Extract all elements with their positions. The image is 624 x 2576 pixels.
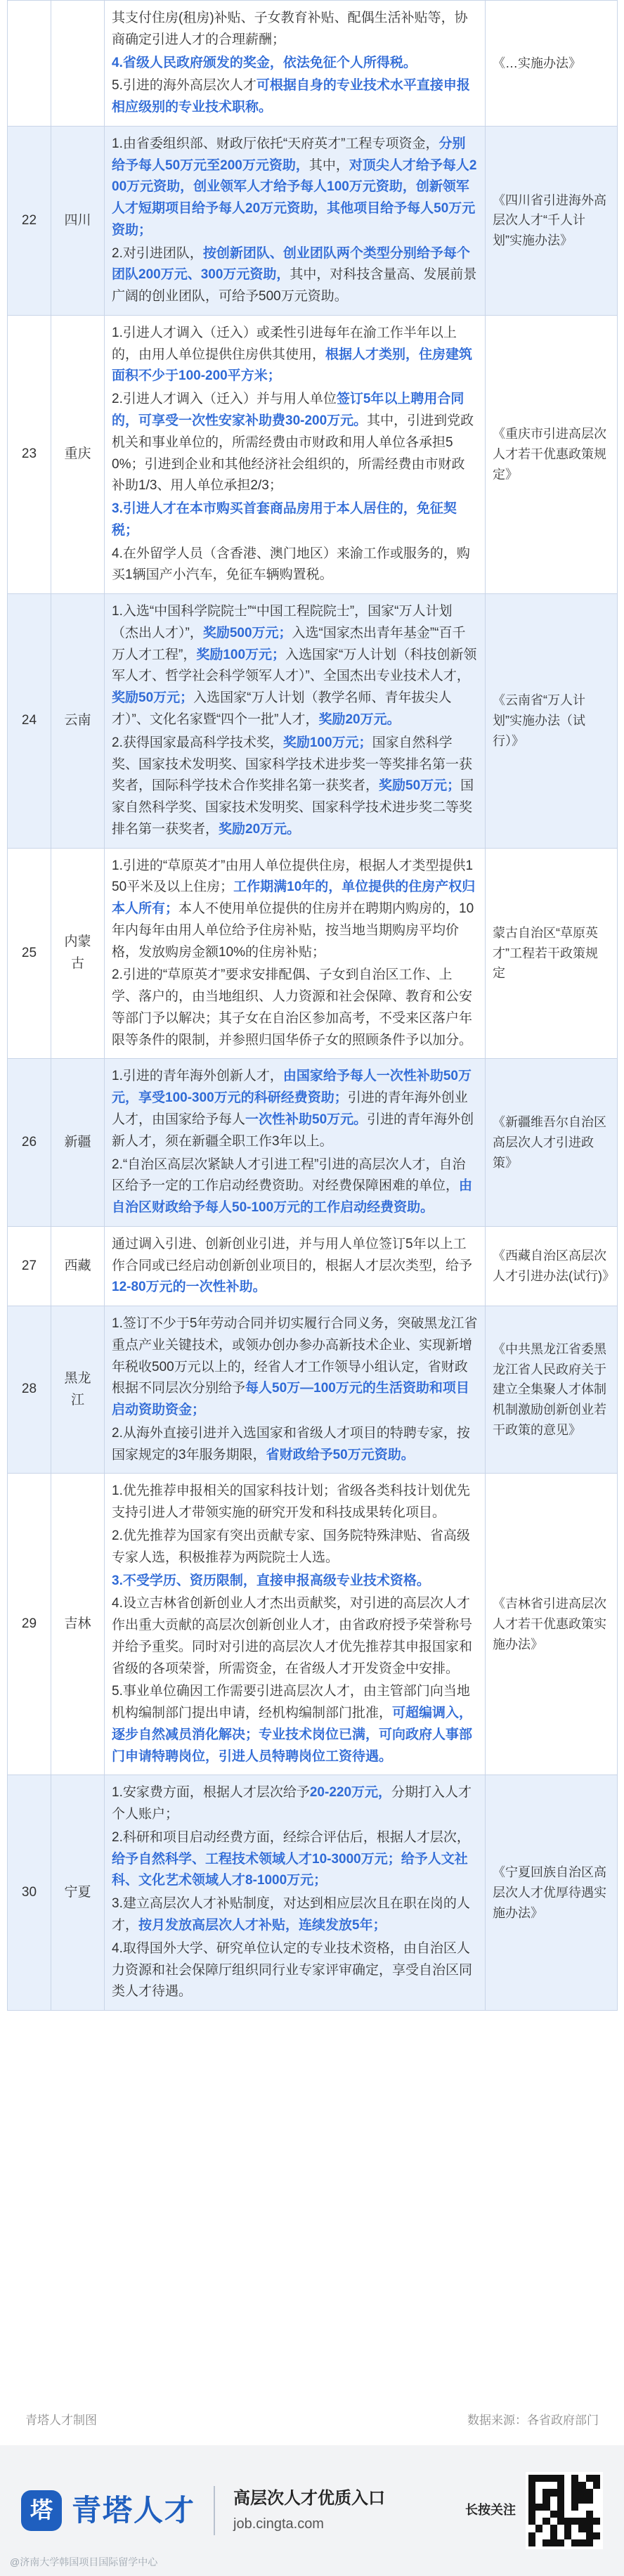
qr-module xyxy=(542,2532,550,2539)
qr-module xyxy=(593,2482,600,2489)
province-name: 内蒙古 xyxy=(51,848,105,1059)
table-row xyxy=(8,594,618,848)
qr-module xyxy=(557,2489,564,2496)
brand-url[interactable]: job.cingta.com xyxy=(233,2516,324,2532)
qr-module xyxy=(528,2511,535,2518)
qr-module xyxy=(578,2532,585,2539)
policy-paragraph xyxy=(112,1313,478,1422)
qr-module xyxy=(542,2504,550,2511)
qr-module xyxy=(535,2525,542,2532)
qr-module xyxy=(542,2539,550,2546)
qr-module xyxy=(528,2482,535,2489)
qr-module xyxy=(528,2497,535,2504)
policy-text: 1.引进的青年海外创新人才， xyxy=(112,1069,283,1084)
qr-module xyxy=(528,2532,535,2539)
policy-text: 2.引进的“草原英才”要求安排配偶、子女到自治区工作、上学、落户的，由当地组织、人力资源和社会保障、教育和公安等部门予以解决；其子女在自治区参加高考，不受来区落户年限等条件的限制，并参照归国华侨子女的照顾条件予以加分。 xyxy=(112,967,473,1048)
policy-document-name: 《…实施办法》 xyxy=(486,1,618,127)
policy-paragraph xyxy=(112,1827,478,1892)
row-number: 22 xyxy=(8,126,51,315)
qr-module xyxy=(557,2475,564,2482)
policy-text: 4.在外留学人员（含香港、澳门地区）来渝工作或服务的，购买1辆国产小汽车，免征车辆购置税。 xyxy=(112,546,470,583)
policy-paragraph xyxy=(112,243,478,308)
policy-text: 3.建立高层次人才补贴制度，对达到相应层次且在职在岗的人才， xyxy=(112,1896,470,1933)
qr-module xyxy=(578,2497,585,2504)
policy-paragraph xyxy=(112,1481,478,1524)
qr-module xyxy=(564,2511,571,2518)
highlighted-text: 奖励500万元； xyxy=(202,625,292,640)
data-source-label: 数据来源：各省政府部门 xyxy=(467,2414,599,2428)
policy-text: 其中，引进到党政机关和事业单位的，所需经费由市财政和用人单位各承担50%；引进到企业和其他经济社会组织的，所需经费由市财政补助1/3、用人单位承担2/3； xyxy=(112,413,474,494)
policy-paragraph xyxy=(112,543,478,587)
table-row xyxy=(8,1775,618,2011)
qr-module xyxy=(564,2497,571,2504)
qr-module xyxy=(578,2518,585,2525)
qr-module xyxy=(557,2497,564,2504)
policy-table-body xyxy=(8,1,618,2011)
row-number: 30 xyxy=(8,1775,51,2011)
qr-module xyxy=(571,2518,578,2525)
highlighted-text: 12-80万元的一次性补助。 xyxy=(112,1280,266,1295)
highlighted-text: 分别给予每人50万元至200万元资助， xyxy=(112,136,466,173)
chart-maker-label: 青塔人才制图 xyxy=(25,2414,97,2428)
qr-module xyxy=(557,2539,564,2546)
qr-module xyxy=(564,2504,571,2511)
policy-paragraph xyxy=(112,1893,478,1937)
policy-content xyxy=(105,1226,486,1306)
policy-content xyxy=(105,848,486,1059)
policy-text: 1.由省委组织部、财政厅依托“天府英才”工程专项资金， xyxy=(112,136,439,151)
policy-text: 1.签订不少于5年劳动合同并切实履行合同义务，突破黑龙江省重点产业关键技术，或领办创办参办高新技术企业、实现新增年税收500万元以上的，经省人才工作领导小组认定，省财政根据不同层次分别给予 xyxy=(112,1316,478,1396)
policy-paragraph xyxy=(112,965,478,1051)
qr-module xyxy=(593,2532,600,2539)
policy-text: 入选国家“万人计划（教学名师、青年拔尖人才）”、文化名家暨“四个一批”人才， xyxy=(112,690,452,727)
qr-module xyxy=(542,2475,550,2482)
row-number: 26 xyxy=(8,1059,51,1226)
qr-module xyxy=(578,2489,585,2496)
policy-paragraph xyxy=(112,75,478,119)
brand-tagline-block xyxy=(233,2485,385,2535)
qr-module xyxy=(593,2539,600,2546)
qr-module xyxy=(535,2497,542,2504)
qr-module xyxy=(535,2489,542,2496)
qr-module xyxy=(564,2532,571,2539)
qr-module xyxy=(535,2504,542,2511)
qr-module xyxy=(593,2489,600,2496)
policy-content xyxy=(105,1474,486,1775)
policy-text: 其中， xyxy=(308,157,349,173)
highlighted-text: 每人50万—100万元的生活资助和项目启动资助资金； xyxy=(112,1381,469,1418)
row-number: 28 xyxy=(8,1306,51,1474)
policy-text: 1.引进的“草原英才”由用人单位提供住房，根据人才类型提供150平米及以上住房； xyxy=(112,858,474,895)
brand-name: 青塔人才 xyxy=(72,2493,196,2527)
policy-content xyxy=(105,315,486,593)
highlighted-text: 工作期满10年的，单位提供的住房产权归本人所有； xyxy=(112,880,476,917)
qr-module xyxy=(557,2504,564,2511)
policy-text: 4.取得国外大学、研究单位认定的专业技术资格，由自治区人力资源和社会保障厅组织同行业专家评审确定，享受自治区同类人才待遇。 xyxy=(112,1940,473,1999)
highlighted-text: 可根据自身的专业技术水平直接申报相应级别的专业技术职称。 xyxy=(112,78,470,115)
policy-paragraph xyxy=(112,1066,478,1152)
qr-module xyxy=(571,2525,578,2532)
policy-paragraph xyxy=(112,733,478,841)
policy-content xyxy=(105,126,486,315)
qr-module xyxy=(571,2497,578,2504)
qr-module xyxy=(535,2511,542,2518)
qr-module xyxy=(557,2518,564,2525)
qr-module xyxy=(586,2497,593,2504)
policy-text: 2.科研和项目启动经费方面，经综合评估后，根据人才层次， xyxy=(112,1829,470,1845)
policy-content xyxy=(105,1,486,127)
policy-text: 1.优先推荐申报相关的国家科技计划；省级各类科技计划优先支持引进人才带领实施的研究开发和科技成果转化项目。 xyxy=(112,1483,470,1521)
policy-content xyxy=(105,1775,486,2011)
policy-text: 2.对引进团队， xyxy=(112,245,203,261)
highlighted-text: 对顶尖人才给予每人200万元资助，创业领军人才给予每人100万元资助，创新领军人才短期项目给予每人20万元资助，其他项目给予每人50万元资助； xyxy=(112,157,477,238)
policy-paragraph xyxy=(112,1234,478,1299)
qr-module xyxy=(571,2532,578,2539)
policy-text: 分期打入人才个人账户； xyxy=(112,1785,472,1822)
policy-text: 入选国家“万人计划（科技创新领军人才、哲学社会科学领军人才）”、全国杰出专业技术人才， xyxy=(112,647,477,684)
qr-module xyxy=(535,2482,542,2489)
policy-text: 5.引进的海外高层次人才 xyxy=(112,78,256,94)
policy-text: 2.引进人才调入（迁入）并与用人单位 xyxy=(112,392,337,407)
policy-text: 2.获得国家最高科学技术奖， xyxy=(112,735,283,750)
policy-paragraph xyxy=(112,323,478,387)
row-number xyxy=(8,1,51,127)
policy-paragraph xyxy=(112,1423,478,1467)
qr-module xyxy=(557,2525,564,2532)
policy-text: 2.“自治区高层次紧缺人才引进工程”引进的高层次人才，自治区给予一定的工作启动经费资助。对经费保障困难的单位， xyxy=(112,1157,466,1194)
qr-module xyxy=(593,2511,600,2518)
qr-module xyxy=(535,2539,542,2546)
policy-text: 1.安家费方面，根据人才层次给予 xyxy=(112,1785,310,1801)
qr-module xyxy=(535,2518,542,2525)
qr-module xyxy=(571,2482,578,2489)
policy-text: 国家自然科学奖、国家技术发明奖、国家科学技术进步奖二等奖排名第一获奖者， xyxy=(112,778,474,837)
qr-module xyxy=(528,2518,535,2525)
qr-module xyxy=(571,2511,578,2518)
province-name: 四川 xyxy=(51,126,105,315)
qr-module xyxy=(550,2532,557,2539)
highlighted-text: 按月发放高层次人才补贴，连续发放5年； xyxy=(138,1918,386,1933)
qr-module xyxy=(557,2482,564,2489)
policy-paragraph xyxy=(112,1571,478,1592)
brand-divider xyxy=(214,2486,215,2535)
qr-module xyxy=(564,2489,571,2496)
province-name: 吉林 xyxy=(51,1474,105,1775)
qr-module xyxy=(586,2525,593,2532)
policy-paragraph xyxy=(112,1782,478,1826)
qr-module xyxy=(550,2497,557,2504)
brand-tagline: 高层次人才优质入口 xyxy=(233,2489,386,2509)
qr-module xyxy=(586,2489,593,2496)
qr-module xyxy=(550,2525,557,2532)
table-row xyxy=(8,1474,618,1775)
watermark-text: @济南大学韩国项目国际留学中心 xyxy=(10,2556,158,2568)
qr-module xyxy=(578,2525,585,2532)
qr-module xyxy=(571,2489,578,2496)
highlighted-text: 4.省级人民政府颁发的奖金，依法免征个人所得税。 xyxy=(112,55,417,70)
province-name: 新疆 xyxy=(51,1059,105,1226)
qr-module xyxy=(586,2504,593,2511)
qr-module xyxy=(564,2475,571,2482)
policy-text: 引进的青年海外创业人才，由国家给予每人 xyxy=(112,1090,468,1127)
province-name: 黑龙江 xyxy=(51,1306,105,1474)
policy-text: 其支付住房(租房)补贴、子女教育补贴、配偶生活补贴等，协商确定引进人才的合理薪酬； xyxy=(112,11,468,47)
highlighted-text: 20-220万元， xyxy=(309,1785,392,1801)
qr-module xyxy=(542,2511,550,2518)
qr-module xyxy=(586,2539,593,2546)
qr-module xyxy=(586,2518,593,2525)
qr-module xyxy=(542,2497,550,2504)
qr-module xyxy=(528,2504,535,2511)
policy-text: 其中，对科技含量高、发展前景广阔的创业团队，可给予500万元资助。 xyxy=(112,267,477,304)
policy-text: 4.设立吉林省创新创业人才杰出贡献奖，对引进的高层次人才作出重大贡献的高层次创新创业人才，由省政府授予荣誉称号并给予重奖。同时对引进的高层次人才优先推荐其申报国家和省级的各项荣誉，所需资金，在省级人才开发资金中安排。 xyxy=(112,1596,473,1676)
policy-document-name: 《中共黑龙江省委黑龙江省人民政府关于建立全集聚人才体制机制激励创新创业若干政策的意见》 xyxy=(486,1306,618,1474)
qr-code-icon[interactable] xyxy=(526,2472,603,2549)
qr-module xyxy=(593,2475,600,2482)
row-number: 23 xyxy=(8,315,51,593)
highlighted-text: 按创新团队、创业团队两个类型分别给予每个团队200万元、300万元资助， xyxy=(112,245,470,283)
qr-module xyxy=(542,2518,550,2525)
policy-paragraph xyxy=(112,8,478,51)
province-name xyxy=(51,1,105,127)
policy-paragraph xyxy=(112,1681,478,1767)
table-row xyxy=(8,848,618,1059)
table-row xyxy=(8,1226,618,1306)
highlighted-text: 根据人才类别，住房建筑面积不少于100-200平方米； xyxy=(112,347,473,384)
highlighted-text: 奖励100万元； xyxy=(282,735,372,750)
table-row xyxy=(8,1059,618,1226)
highlighted-text: 奖励50万元； xyxy=(112,690,194,706)
qr-module xyxy=(557,2511,564,2518)
qr-module xyxy=(557,2532,564,2539)
qr-module xyxy=(593,2497,600,2504)
policy-paragraph xyxy=(112,1154,478,1219)
policy-table xyxy=(7,0,618,2011)
qr-module xyxy=(542,2482,550,2489)
qr-module xyxy=(550,2518,557,2525)
qr-module xyxy=(564,2482,571,2489)
follow-prompt: 长按关注 xyxy=(465,2503,516,2518)
qr-module xyxy=(528,2525,535,2532)
qr-module xyxy=(564,2518,571,2525)
table-row xyxy=(8,1,618,127)
qr-module xyxy=(571,2539,578,2546)
qr-module xyxy=(593,2504,600,2511)
policy-paragraph xyxy=(112,389,478,497)
policy-text: 通过调入引进、创新创业引进，并与用人单位签订5年以上工作合同或已经启动创新创业项目的，根据人才层次类型，给予 xyxy=(112,1236,473,1273)
row-number: 24 xyxy=(8,594,51,848)
highlighted-text: 奖励50万元； xyxy=(379,778,461,794)
qr-module xyxy=(528,2489,535,2496)
qr-module xyxy=(578,2511,585,2518)
qr-module xyxy=(550,2489,557,2496)
policy-text: 国家自然科学奖、国家技术发明奖、国家科学技术进步奖一等奖排名第一获奖者，国际科学技术合作奖排名第一获奖者， xyxy=(112,735,473,794)
qr-module xyxy=(586,2511,593,2518)
qr-module xyxy=(571,2475,578,2482)
highlighted-text: 由国家给予每人一次性补助50万元，享受100-300万元的科研经费资助； xyxy=(112,1069,472,1106)
highlighted-text: 奖励20万元。 xyxy=(318,711,401,727)
policy-text: 1.引进人才调入（迁入）或柔性引进每年在渝工作半年以上的，由用人单位提供住房供其使用， xyxy=(112,325,457,362)
policy-paragraph xyxy=(112,1938,478,2003)
policy-paragraph xyxy=(112,1593,478,1680)
policy-paragraph xyxy=(112,856,478,964)
row-number: 25 xyxy=(8,848,51,1059)
cingta-logo-icon: 塔 xyxy=(21,2490,62,2531)
province-name: 云南 xyxy=(51,594,105,848)
province-name: 宁夏 xyxy=(51,1775,105,2011)
policy-document-name: 《云南省“万人计划”实施办法（试行）》 xyxy=(486,594,618,848)
qr-module xyxy=(528,2539,535,2546)
qr-module xyxy=(578,2504,585,2511)
qr-module xyxy=(586,2475,593,2482)
province-name: 重庆 xyxy=(51,315,105,593)
qr-module xyxy=(586,2482,593,2489)
policy-document-name: 《重庆市引进高层次人才若干优惠政策规定》 xyxy=(486,315,618,593)
qr-module xyxy=(593,2518,600,2525)
qr-module xyxy=(564,2525,571,2532)
qr-module xyxy=(550,2511,557,2518)
qr-module xyxy=(535,2475,542,2482)
row-number: 27 xyxy=(8,1226,51,1306)
qr-module xyxy=(550,2539,557,2546)
policy-document-name: 《新疆维吾尔自治区高层次人才引进政策》 xyxy=(486,1059,618,1226)
policy-text: 5.事业单位确因工作需要引进高层次人才，由主管部门向当地机构编制部门提出申请，经机构编制部门批准， xyxy=(112,1684,470,1721)
qr-module xyxy=(550,2482,557,2489)
highlighted-text: 可超编调入，逐步自然减员消化解决；专业技术岗位已满，可向政府人事部门申请特聘岗位，引进人员特聘岗位工资待遇。 xyxy=(112,1706,473,1764)
table-row xyxy=(8,1306,618,1474)
qr-module xyxy=(535,2532,542,2539)
highlighted-text: 奖励100万元； xyxy=(196,647,286,662)
qr-module xyxy=(542,2525,550,2532)
policy-content xyxy=(105,1306,486,1474)
highlighted-text: 由自治区财政给予每人50-100万元的工作启动经费资助。 xyxy=(112,1178,473,1216)
highlighted-text: 给予自然科学、工程技术领域人才10-3000万元；给予人文社科、文化艺术领域人才8-1000万元； xyxy=(112,1851,468,1888)
policy-document-name: 《西藏自治区高层次人才引进办法(试行)》 xyxy=(486,1226,618,1306)
table-row xyxy=(8,315,618,593)
qr-module xyxy=(550,2475,557,2482)
policy-paragraph xyxy=(112,134,478,242)
policy-document-name: 蒙古自治区“草原英才”工程若干政策规定 xyxy=(486,848,618,1059)
qr-module xyxy=(578,2539,585,2546)
highlighted-text: 3.不受学历、资历限制，直接申报高级专业技术资格。 xyxy=(112,1573,430,1588)
highlighted-text: 一次性补助50万元。 xyxy=(245,1112,368,1127)
policy-text: 1.入选“中国科学院院士”“中国工程院院士”，国家“万人计划（杰出人才）”， xyxy=(112,604,453,640)
highlighted-text: 奖励20万元。 xyxy=(219,821,301,837)
policy-document-name: 《宁夏回族自治区高层次人才优厚待遇实施办法》 xyxy=(486,1775,618,2011)
source-footer xyxy=(0,2403,624,2438)
qr-module xyxy=(542,2489,550,2496)
policy-document-name: 《吉林省引进高层次人才若干优惠政策实施办法》 xyxy=(486,1474,618,1775)
table-row xyxy=(8,126,618,315)
policy-text: 入选“国家杰出青年基金”“百千万人才工程”， xyxy=(112,625,466,662)
qr-module xyxy=(586,2532,593,2539)
qr-module xyxy=(593,2525,600,2532)
qr-module xyxy=(571,2504,578,2511)
policy-document-name: 《四川省引进海外高层次人才“千人计划”实施办法》 xyxy=(486,126,618,315)
policy-text: 本人不使用单位提供的住房并在聘期内购房的，10年内每年由用人单位给予住房补贴，按当地当期购房平均价格，发放购房金额10%的住房补贴； xyxy=(112,901,474,960)
highlighted-text: 3.引进人才在本市购买首套商品房用于本人居住的，免征契税； xyxy=(112,501,457,538)
qr-module xyxy=(578,2482,585,2489)
province-name: 西藏 xyxy=(51,1226,105,1306)
row-number: 29 xyxy=(8,1474,51,1775)
policy-text: 2.从海外直接引进并入选国家和省级人才项目的特聘专家，按国家规定的3年服务期限， xyxy=(112,1425,470,1462)
policy-content xyxy=(105,1059,486,1226)
policy-text: 引进的青年海外创新人才，须在新疆全职工作3年以上。 xyxy=(112,1112,474,1149)
policy-paragraph xyxy=(112,1526,478,1569)
policy-paragraph xyxy=(112,601,478,731)
qr-module xyxy=(564,2539,571,2546)
highlighted-text: 签订5年以上聘用合同的，可享受一次性安家补助费30-200万元。 xyxy=(112,392,464,429)
policy-text: 2.优先推荐为国家有突出贡献专家、国务院特殊津贴、省高级专家人选，积极推荐为两院院士人选。 xyxy=(112,1528,470,1565)
highlighted-text: 省财政给予50万元资助。 xyxy=(266,1447,415,1462)
policy-paragraph xyxy=(112,53,478,75)
qr-module xyxy=(528,2475,535,2482)
policy-content xyxy=(105,594,486,848)
qr-module xyxy=(550,2504,557,2511)
policy-paragraph xyxy=(112,498,478,542)
qr-module xyxy=(578,2475,585,2482)
